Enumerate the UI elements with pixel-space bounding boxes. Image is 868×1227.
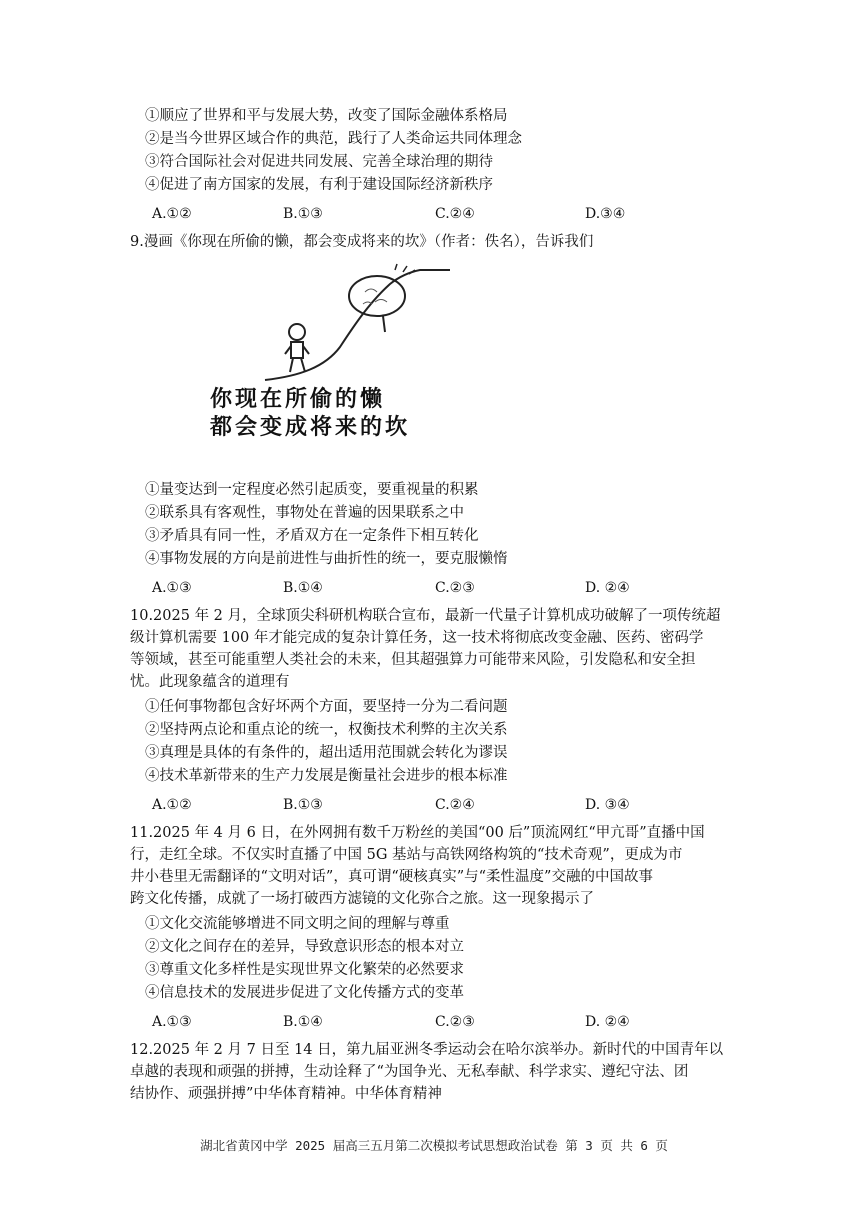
q8-choice-c: C.②④ [435,206,475,222]
q8-choice-d: D.③④ [585,206,626,222]
q9-option-3: ③矛盾具有同一性，矛盾双方在一定条件下相互转化 [145,528,479,544]
q10-stem-line-4: 忧。此现象蕴含的道理有 [130,674,290,690]
q8-option-3: ③符合国际社会对促进共同发展、完善全球治理的期待 [145,154,493,170]
q8-choice-a: A.①② [152,206,192,222]
q9-choice-d: D. ②④ [585,580,630,596]
q10-choice-d: D. ③④ [585,797,630,813]
q11-choice-d: D. ②④ [585,1014,630,1030]
q11-option-1: ①文化交流能够增进不同文明之间的理解与尊重 [145,916,450,932]
q12-stem-line-3: 结协作、顽强拼搏”中华体育精神。中华体育精神 [130,1086,442,1102]
q10-stem-line-3: 等领域，甚至可能重塑人类社会的未来，但其超强算力可能带来风险，引发隐私和安全担 [130,652,696,668]
q11-choice-b: B.①④ [283,1014,323,1030]
q10-choice-b: B.①③ [283,797,323,813]
q10-option-4: ④技术革新带来的生产力发展是衡量社会进步的根本标准 [145,768,508,784]
q11-choice-a: A.①③ [152,1014,192,1030]
q9-choice-c: C.②③ [435,580,475,596]
q10-option-2: ②坚持两点论和重点论的统一，权衡技术利弊的主次关系 [145,722,508,738]
q11-stem-line-2: 行，走红全球。不仅实时直播了中国 5G 基站与高铁网络构筑的“技术奇观”，更成为市 [130,847,683,863]
q10-option-1: ①任何事物都包含好坏两个方面，要坚持一分为二看问题 [145,699,508,715]
q11-option-2: ②文化之间存在的差异，导致意识形态的根本对立 [145,939,464,955]
q8-option-1: ①顺应了世界和平与发展大势，改变了国际金融体系格局 [145,108,508,124]
q12-stem [130,1039,730,1105]
q11-option-4: ④信息技术的发展进步促进了文化传播方式的变革 [145,985,464,1001]
page-footer: 湖北省黄冈中学 2025 届高三五月第二次模拟考试思想政治试卷 第 3 页 共 6 页 [200,1138,668,1153]
q9-option-2: ②联系具有客观性，事物处在普遍的因果联系之中 [145,505,464,521]
q12-stem-line-2: 卓越的表现和顽强的拼搏，生动诠释了“为国争光、无私奉献、科学求实、遵纪守法、团 [130,1064,689,1080]
q11-stem-line-1: 11.2025 年 4 月 6 日，在外网拥有数千万粉丝的美国“00 后”顶流网红“甲亢哥”直播中国 [130,825,705,841]
q9-stem: 9.漫画《你现在所偷的懒，都会变成将来的坎》（作者：佚名），告诉我们 [130,234,594,250]
q10-stem [130,605,730,693]
q9-choice-a: A.①③ [152,580,192,596]
q11-choice-c: C.②③ [435,1014,475,1030]
cartoon-caption-line-2: 都会变成将来的坎 [210,415,411,440]
q9-option-1: ①量变达到一定程度必然引起质变，要重视量的积累 [145,482,479,498]
q8-option-4: ④促进了南方国家的发展，有利于建设国际经济新秩序 [145,177,493,193]
q12-stem-line-1: 12.2025 年 2 月 7 日至 14 日，第九届亚洲冬季运动会在哈尔滨举办。新时代的中国青年以 [130,1042,724,1058]
q11-stem-line-3: 井小巷里无需翻译的“文明对话”，真可谓“硬核真实”与“柔性温度”交融的中国故事 [130,869,653,885]
q10-stem-line-2: 级计算机需要 100 年才能完成的复杂计算任务，这一技术将彻底改变金融、医药、密码学 [130,630,704,646]
q8-choice-b: B.①③ [283,206,323,222]
q11-stem [130,822,730,910]
q10-choice-c: C.②④ [435,797,475,813]
cartoon-caption-line-1: 你现在所偷的懒 [210,387,386,412]
q10-option-3: ③真理是具体的有条件的，超出适用范围就会转化为谬误 [145,745,508,761]
q10-choice-a: A.①② [152,797,192,813]
q8-option-2: ②是当今世界区域合作的典范，践行了人类命运共同体理念 [145,131,522,147]
q10-stem-line-1: 10.2025 年 2 月，全球顶尖科研机构联合宣布，最新一代量子计算机成功破解了一项传统超 [130,608,721,624]
q11-option-3: ③尊重文化多样性是实现世界文化繁荣的必然要求 [145,962,464,978]
q9-choice-b: B.①④ [283,580,323,596]
q11-stem-line-4: 跨文化传播，成就了一场打破西方滤镜的文化弥合之旅。这一现象揭示了 [130,891,594,907]
q9-option-4: ④事物发展的方向是前进性与曲折性的统一，要克服懒惰 [145,551,508,567]
